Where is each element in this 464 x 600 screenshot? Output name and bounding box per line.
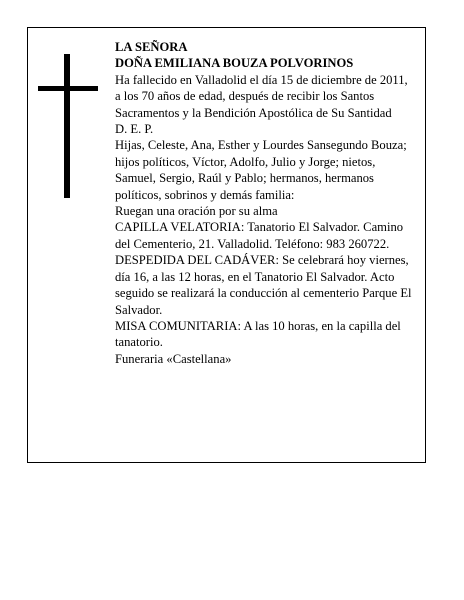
farewell-info: DESPEDIDA DEL CADÁVER: Se celebrará hoy viernes, día 16, a las 12 horas, en el Tanatorio El Salvador. Acto seguido se realizará la conducción al cementerio Parque El Salvador. <box>115 253 412 317</box>
obituary-notice <box>27 27 426 463</box>
funeral-home: Funeraria «Castellana» <box>115 351 232 366</box>
chapel-info: CAPILLA VELATORIA: Tanatorio El Salvador. Camino del Cementerio, 21. Valladolid. Teléfono: 983 260722. <box>115 220 404 251</box>
mass-info: MISA COMUNITARIA: A las 10 horas, en la capilla del tanatorio. <box>115 318 401 350</box>
obituary-text <box>115 39 415 367</box>
deceased-name: DOÑA EMILIANA BOUZA POLVORINOS <box>115 56 354 71</box>
prayer-request: Ruegan una oración por su alma <box>115 204 278 219</box>
rest-in-peace: D. E. P. <box>115 122 154 137</box>
cross-horizontal-bar <box>38 86 98 91</box>
death-notice: Ha fallecido en Valladolid el día 15 de diciembre de 2011, a los 70 años de edad, después de recibir los Santos Sacramentos y la Bendición Apostólica de Su Santidad <box>115 72 408 120</box>
obituary-title: LA SEÑORA <box>115 40 188 54</box>
cross-icon <box>38 54 98 198</box>
family-list: Hijas, Celeste, Ana, Esther y Lourdes Sansegundo Bouza; hijos políticos, Víctor, Adolfo, Julio y Jorge; nietos, Samuel, Sergio, Raúl y Pablo; hermanos, hermanos políticos, sobrinos y demás familia: <box>115 138 407 202</box>
cross-vertical-bar <box>64 54 70 198</box>
